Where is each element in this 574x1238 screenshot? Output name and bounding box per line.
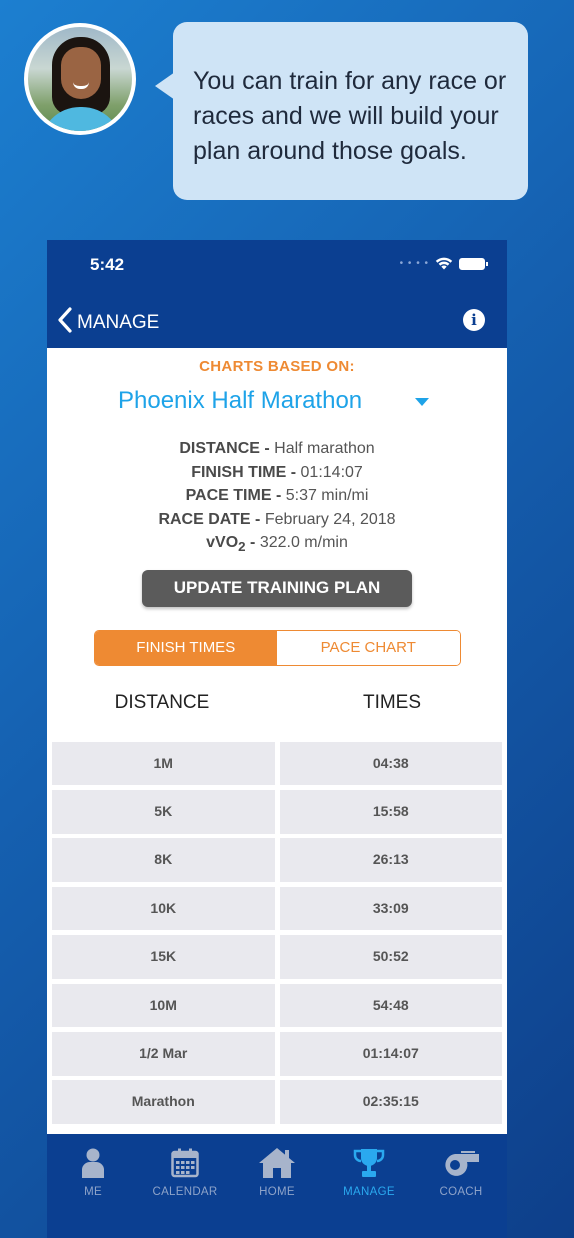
race-select-dropdown[interactable]	[47, 385, 507, 419]
table-row	[52, 1032, 502, 1076]
detail-pace-time: PACE TIME - 5:37 min/mi	[185, 487, 369, 504]
header-times: TIMES	[362, 691, 422, 713]
nav-bar	[47, 295, 507, 348]
table-row	[52, 1080, 502, 1124]
tab-label: COACH	[439, 1186, 483, 1198]
detail-distance: DISTANCE - Half marathon	[179, 440, 375, 457]
caret-down-icon	[415, 398, 429, 406]
detail-race-date: RACE DATE - February 24, 2018	[158, 510, 396, 528]
row-time: 01:14:07	[280, 1032, 503, 1076]
coach-avatar	[24, 23, 136, 135]
status-time: 5:42	[90, 255, 125, 274]
back-label: MANAGE	[77, 311, 160, 333]
row-distance: 5K	[52, 790, 275, 834]
trophy-icon	[323, 1146, 415, 1180]
tab-finish-times[interactable]: FINISH TIMES	[95, 631, 278, 665]
finish-times-table	[47, 742, 507, 1124]
table-row	[52, 742, 502, 786]
status-bar	[47, 240, 507, 295]
tab-home[interactable]	[231, 1134, 323, 1238]
tab-label: CALENDAR	[152, 1186, 218, 1198]
tab-label: ME	[84, 1186, 102, 1198]
row-distance: 1/2 Mar	[52, 1032, 275, 1076]
bubble-text-line-2: races and we will build your	[193, 102, 499, 130]
phone-screen	[47, 240, 507, 1238]
row-time: 54:48	[280, 984, 503, 1028]
row-distance: 15K	[52, 935, 275, 979]
row-time: 50:52	[280, 935, 503, 979]
update-training-plan-button[interactable]: UPDATE TRAINING PLAN	[142, 570, 412, 607]
row-time: 02:35:15	[280, 1080, 503, 1124]
tab-coach[interactable]	[415, 1134, 507, 1238]
detail-finish-time: FINISH TIME - 01:14:07	[191, 463, 363, 481]
back-button[interactable]	[57, 307, 159, 338]
tab-pace-chart[interactable]: PACE CHART	[277, 631, 460, 665]
race-select-value: Phoenix Half Marathon	[118, 387, 363, 414]
table-row	[52, 887, 502, 931]
row-time: 26:13	[280, 838, 503, 882]
tab-manage[interactable]	[323, 1134, 415, 1238]
detail-vvo2: vVO$_2$ - 322.0 m/min	[206, 534, 348, 555]
signal-icon: • • • •	[399, 258, 429, 269]
whistle-icon	[415, 1146, 507, 1180]
table-row	[52, 838, 502, 882]
table-row	[52, 984, 502, 1028]
bubble-text-line-1: You can train for any race or	[193, 67, 507, 95]
race-details	[47, 437, 507, 559]
header-distance: DISTANCE	[114, 691, 210, 713]
row-distance: 10K	[52, 887, 275, 931]
tab-label: HOME	[259, 1186, 295, 1198]
row-distance: 10M	[52, 984, 275, 1028]
calendar-icon	[139, 1146, 231, 1180]
wifi-icon	[435, 257, 453, 270]
row-time: 04:38	[280, 742, 503, 786]
battery-icon	[459, 258, 485, 270]
tab-label: MANAGE	[343, 1186, 395, 1198]
table-row	[52, 790, 502, 834]
tab-me[interactable]	[47, 1134, 139, 1238]
info-icon[interactable]: i	[463, 309, 485, 331]
person-icon	[47, 1146, 139, 1180]
row-time: 15:58	[280, 790, 503, 834]
chart-toggle	[94, 630, 461, 666]
table-row	[52, 935, 502, 979]
row-time: 33:09	[280, 887, 503, 931]
table-header	[47, 692, 507, 722]
home-icon	[231, 1146, 323, 1180]
chevron-left-icon	[57, 307, 73, 338]
tab-calendar[interactable]	[139, 1134, 231, 1238]
tab-bar	[47, 1134, 507, 1238]
bubble-text-line-3: plan around those goals.	[193, 137, 467, 165]
row-distance: 8K	[52, 838, 275, 882]
charts-based-on-label: CHARTS BASED ON:	[199, 358, 355, 375]
row-distance: 1M	[52, 742, 275, 786]
row-distance: Marathon	[52, 1080, 275, 1124]
speech-bubble	[173, 22, 528, 200]
